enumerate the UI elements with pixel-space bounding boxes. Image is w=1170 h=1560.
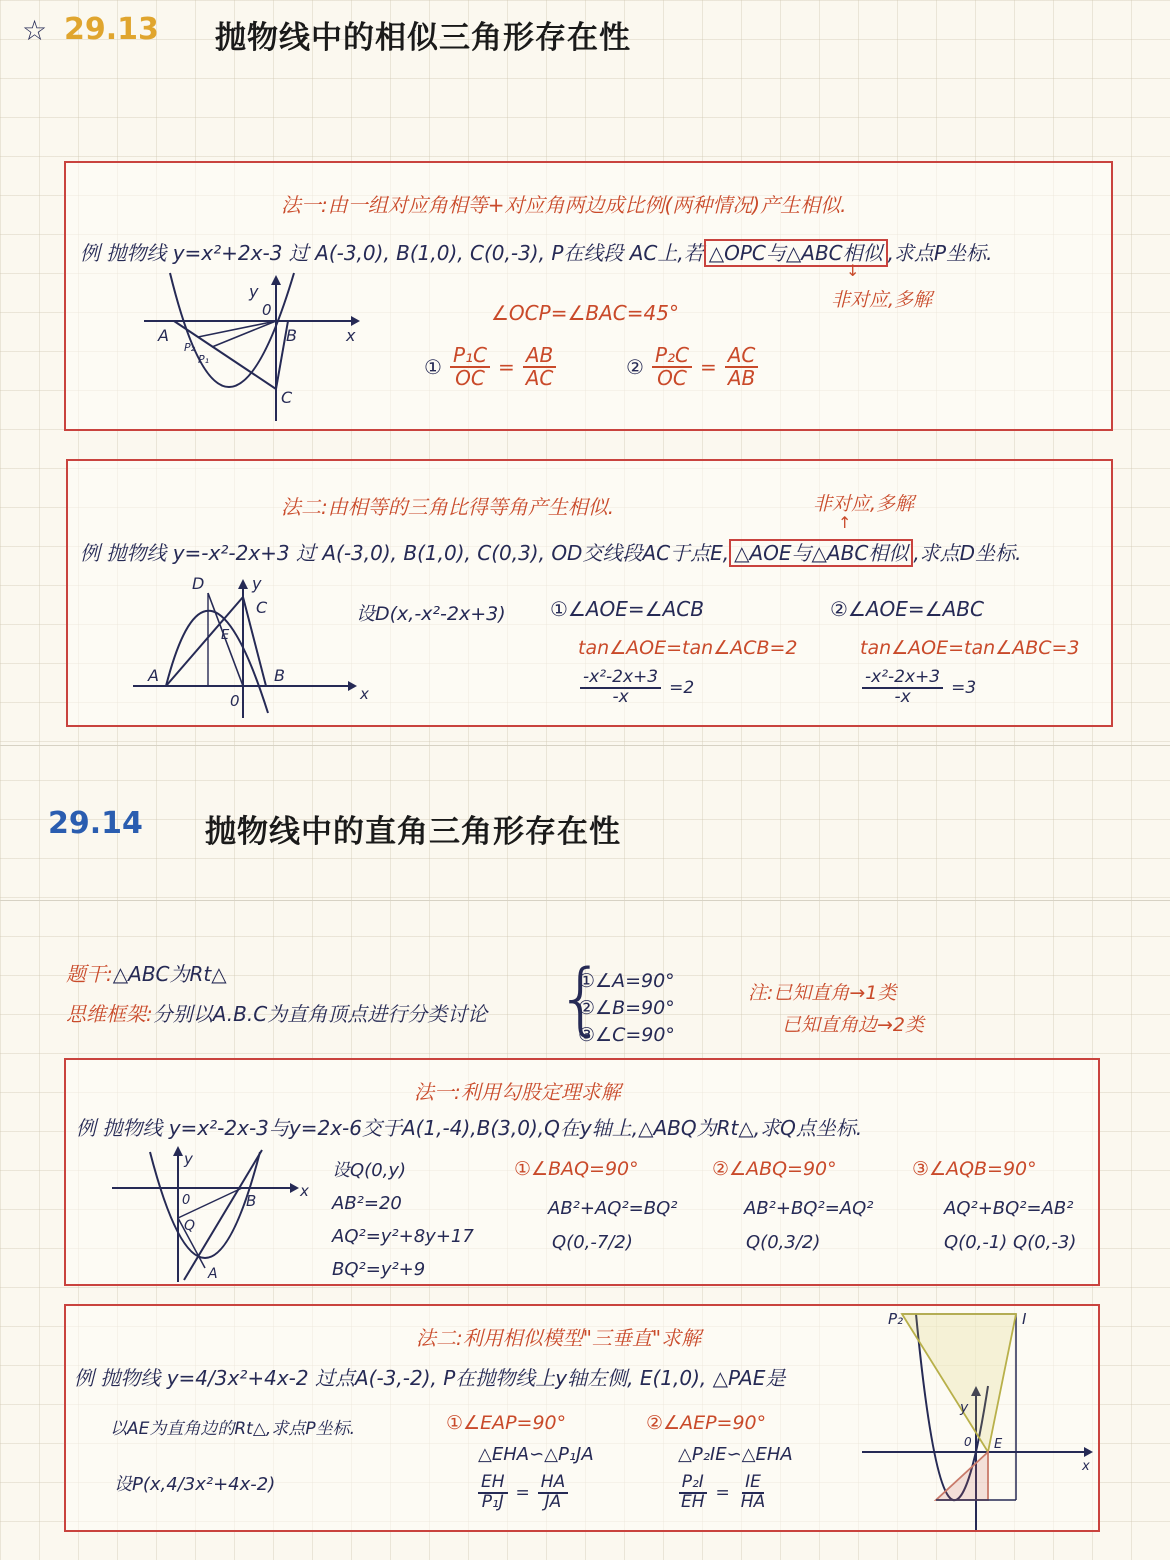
m2-case2-eq bbox=[862, 669, 976, 707]
m2-case1-eq bbox=[580, 669, 694, 707]
aq-squared: AQ²=y²+8y+17 bbox=[332, 1226, 474, 1247]
case-a: ①∠A=90° bbox=[578, 970, 675, 992]
x-arrow bbox=[351, 316, 360, 326]
frame-text: 分别以A.B.C为直角顶点进行分类讨论 bbox=[152, 1002, 488, 1026]
rt-m2-case1: ①∠EAP=90° bbox=[446, 1412, 567, 1434]
rt-example2-line1: 例 抛物线 y=4/3x²+4x-2 过点A(-3,-2), P在抛物线上y轴左侧, E(1,0), △PAE是 bbox=[74, 1366, 786, 1390]
graph1-b: B bbox=[286, 326, 297, 345]
rt-method2-title: 法二:利用相似模型"三垂直"求解 bbox=[416, 1326, 702, 1350]
bq-squared: BQ²=y²+9 bbox=[332, 1259, 426, 1280]
rt-m2-case2: ②∠AEP=90° bbox=[646, 1412, 767, 1434]
m2-case2: ②∠AOE=∠ABC bbox=[830, 597, 984, 621]
example2-end: ,求点D坐标. bbox=[913, 541, 1022, 565]
rt-m1-case1: ①∠BAQ=90° bbox=[514, 1158, 639, 1180]
method2-note-arrow: ↑ bbox=[838, 513, 852, 532]
m2-case2-tan: tan∠AOE=tan∠ABC=3 bbox=[860, 637, 1080, 659]
rt-example1: 例 抛物线 y=x²-2x-3与y=2x-6交于A(1,-4),B(3,0),Q在y轴上,△ABQ为Rt△,求Q点坐标. bbox=[76, 1116, 863, 1140]
graph1-p2: P₂ bbox=[184, 341, 196, 354]
method2-title: 法二:由相等的三角比得等角产生相似. bbox=[281, 495, 615, 519]
y-arrow bbox=[173, 1146, 183, 1156]
note-1: 注:已知直角→1类 bbox=[748, 982, 897, 1004]
frame-label: 思维框架: bbox=[66, 1002, 153, 1026]
rt-m2-case2-ratio: $\frac{\text{P₂I}}{EH}$ = $\frac{IE}{HA}$ bbox=[678, 1474, 768, 1512]
rt-graph1-b: B bbox=[246, 1192, 257, 1210]
rt-m2-case2-right: $\frac{IE}{HA}$ bbox=[740, 1472, 766, 1512]
case-b: ②∠B=90° bbox=[578, 997, 675, 1019]
graph2-b: B bbox=[274, 666, 285, 685]
angle-equality: ∠OCP=∠BAC=45° bbox=[491, 301, 679, 325]
rt-m2-case2-sim: △P₂IE∽△EHA bbox=[678, 1444, 793, 1465]
rt-graph1 bbox=[110, 1144, 330, 1284]
y-arrow bbox=[238, 579, 248, 589]
section-title: 抛物线中的相似三角形存在性 bbox=[215, 20, 631, 56]
section2-number: 29.14 bbox=[48, 806, 143, 841]
example2-text: 例 抛物线 y=-x²-2x+3 过 A(-3,0), B(1,0), C(0,3), OD交线段AC于点E, bbox=[80, 541, 730, 565]
x-arrow bbox=[1084, 1447, 1093, 1457]
graph2-e: E bbox=[221, 628, 230, 643]
example1-boxed: △OPC与△ABC相似 bbox=[704, 239, 888, 267]
rt-graph1-x: x bbox=[300, 1182, 309, 1200]
stem-row bbox=[66, 958, 227, 987]
case-c: ③∠C=90° bbox=[578, 1024, 675, 1046]
case-brace: { bbox=[556, 954, 606, 1044]
graph2-y: y bbox=[252, 574, 262, 593]
rt-graph2-i: I bbox=[1022, 1310, 1027, 1328]
note-multiple: 非对应,多解 bbox=[831, 289, 933, 311]
m2-case1-tan: tan∠AOE=tan∠ACB=2 bbox=[578, 637, 798, 659]
m2-case2-frac: $\frac{\text{-x²-2x+3}}{-x}$ bbox=[862, 669, 943, 707]
example1-end: ,求点P坐标. bbox=[887, 241, 993, 265]
example2-boxed: △AOE与△ABC相似 bbox=[729, 539, 913, 567]
case1-right-frac: $\frac{AB}{AC}$ bbox=[523, 345, 557, 389]
rt-graph1-q: Q bbox=[184, 1218, 196, 1234]
set-q-text: 设Q(0,y) bbox=[332, 1160, 407, 1181]
rt-m2-case1-ratio: $\frac{EH}{\text{P₁J}}$ = $\frac{HA}{JA}$ bbox=[478, 1474, 568, 1512]
case-list bbox=[578, 968, 675, 1049]
set-d: 设D(x,-x²-2x+3) bbox=[356, 603, 506, 625]
rt-graph2-e: E bbox=[994, 1437, 1003, 1452]
graph2 bbox=[128, 573, 378, 723]
section2-divider bbox=[0, 900, 1170, 901]
rt-m2-case1-left: $\frac{EH}{\text{P₁J}}$ bbox=[478, 1474, 508, 1512]
graph2-x: x bbox=[360, 685, 369, 703]
rt-method1-box bbox=[64, 1058, 1100, 1286]
graph1-p1: P₁ bbox=[198, 353, 210, 366]
rt-graph2-o: 0 bbox=[964, 1435, 972, 1449]
note-arrow: ↓ bbox=[846, 261, 860, 280]
rt-m1-case1-ans: Q(0,-7/2) bbox=[552, 1232, 633, 1253]
method1-box bbox=[64, 161, 1113, 431]
rt-graph2-y: y bbox=[960, 1400, 969, 1416]
stem-text: △ABC为Rt△ bbox=[112, 962, 227, 986]
rt-method1-title: 法一:利用勾股定理求解 bbox=[414, 1080, 621, 1104]
graph2-d: D bbox=[192, 574, 205, 593]
rt-m1-case2: ②∠ABQ=90° bbox=[712, 1158, 837, 1180]
m2-case1-frac: $\frac{\text{-x²-2x+3}}{-x}$ bbox=[580, 669, 661, 707]
rt-m1-case3: ③∠AQB=90° bbox=[912, 1158, 1037, 1180]
m2-case1-result: =2 bbox=[669, 677, 695, 698]
graph1 bbox=[136, 271, 376, 426]
rt-m2-case1-sim: △EHA∽△P₁JA bbox=[478, 1444, 594, 1465]
example2 bbox=[80, 537, 1021, 566]
case2-ratio: ② $\frac{\text{P₂C}}{OC}$ = $\frac{AC}{AB}$ bbox=[626, 345, 758, 389]
line-y2x6 bbox=[184, 1150, 262, 1280]
method2-note: 非对应,多解 bbox=[813, 493, 915, 515]
case2-left-frac: $\frac{\text{P₂C}}{OC}$ bbox=[652, 345, 692, 389]
rt-graph1-o: 0 bbox=[182, 1193, 191, 1208]
rt-m1-case3-ans: Q(0,-1) Q(0,-3) bbox=[944, 1232, 1077, 1253]
section-number: 29.13 bbox=[64, 12, 159, 47]
rt-m1-case1-eq: AB²+AQ²=BQ² bbox=[548, 1198, 678, 1219]
graph2-o: 0 bbox=[230, 692, 240, 710]
graph1-o: 0 bbox=[262, 301, 272, 319]
segment-op2 bbox=[212, 321, 276, 347]
case1-left-frac: $\frac{\text{P₁C}}{OC}$ bbox=[450, 345, 490, 389]
graph1-y: y bbox=[249, 282, 259, 301]
set-q bbox=[332, 1154, 474, 1286]
method2-box bbox=[66, 459, 1113, 727]
m2-case1: ①∠AOE=∠ACB bbox=[550, 597, 704, 621]
x-arrow bbox=[348, 681, 357, 691]
segment-op1 bbox=[198, 321, 276, 337]
rt-m1-case2-ans: Q(0,3/2) bbox=[746, 1232, 821, 1253]
rt-m1-case3-eq: AQ²+BQ²=AB² bbox=[944, 1198, 1074, 1219]
x-arrow bbox=[290, 1183, 299, 1193]
note-2: 已知直角边→2类 bbox=[782, 1014, 925, 1036]
graph1-x: x bbox=[346, 326, 356, 345]
rt-graph1-y: y bbox=[184, 1150, 193, 1168]
case1-ratio: ① $\frac{\text{P₁C}}{OC}$ = $\frac{AB}{AC}$ bbox=[424, 345, 556, 389]
rt-graph2-x: x bbox=[1082, 1459, 1090, 1474]
section2-title: 抛物线中的直角三角形存在性 bbox=[205, 814, 621, 850]
rt-m1-case2-eq: AB²+BQ²=AQ² bbox=[744, 1198, 874, 1219]
set-p: 设P(x,4/3x²+4x-2) bbox=[114, 1474, 276, 1495]
rt-graph2 bbox=[856, 1306, 1100, 1532]
graph1-c: C bbox=[281, 388, 293, 407]
graph1-a: A bbox=[158, 326, 169, 345]
star-icon: ☆ bbox=[22, 14, 48, 47]
triangle-p2ie bbox=[902, 1314, 1016, 1452]
rt-m2-case2-left: $\frac{\text{P₂I}}{EH}$ bbox=[678, 1474, 708, 1512]
rt-m2-case1-right: $\frac{HA}{JA}$ bbox=[538, 1474, 568, 1512]
graph2-c: C bbox=[256, 598, 268, 617]
case2-num: ② bbox=[626, 355, 644, 379]
y-arrow bbox=[271, 275, 281, 285]
rt-example2-line2: 以AE为直角边的Rt△,求点P坐标. bbox=[110, 1419, 355, 1439]
m2-case2-result: =3 bbox=[951, 677, 977, 698]
triangle-eha bbox=[936, 1452, 988, 1500]
frame-row bbox=[66, 998, 487, 1027]
case2-right-frac: $\frac{AC}{AB}$ bbox=[725, 345, 759, 389]
rt-graph1-a: A bbox=[208, 1266, 218, 1282]
rt-method2-box bbox=[64, 1304, 1100, 1532]
rt-graph2-p2: P₂ bbox=[888, 1310, 904, 1328]
stem-label: 题干: bbox=[66, 962, 113, 986]
method1-title: 法一:由一组对应角相等+对应角两边成比例(两种情况)产生相似. bbox=[281, 193, 847, 217]
case1-num: ① bbox=[424, 355, 442, 379]
ab-squared: AB²=20 bbox=[332, 1193, 402, 1214]
example1-text: 例 抛物线 y=x²+2x-3 过 A(-3,0), B(1,0), C(0,-3), P在线段 AC上,若 bbox=[80, 241, 704, 265]
graph2-a: A bbox=[148, 666, 159, 685]
section-divider bbox=[0, 745, 1170, 746]
